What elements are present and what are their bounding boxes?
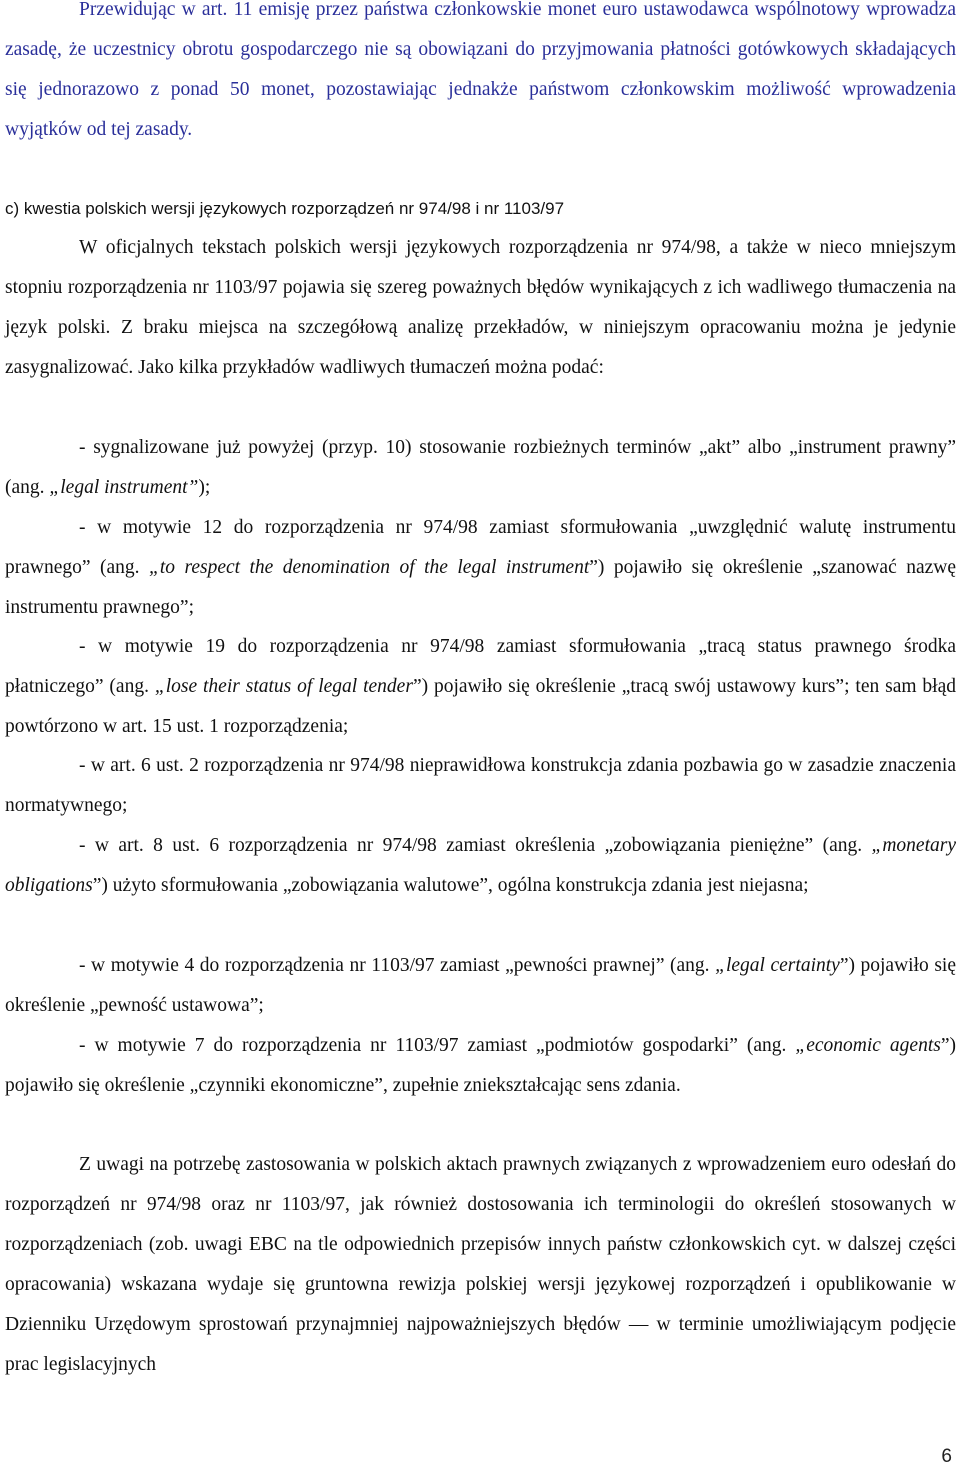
- section-heading: c) kwestia polskich wersji językowych rozporządzeń nr 974/98 i nr 1103/97: [5, 199, 565, 218]
- list-item-text: ”) pojawiło się określenie „czynniki ekonomiczne”, zupełnie zniekształcając sens zdania.: [5, 1035, 956, 1096]
- list-item-text: ”) pojawiło się określenie „tracą swój ustawowy kurs”; ten sam błąd powtórzono w art. 15 ust. 1 rozporządzenia;: [5, 676, 957, 737]
- english-term: „legal certainty: [715, 955, 840, 976]
- list-item-text: - w motywie 12 do rozporządzenia nr 974/98 zamiast sformułowania „uwzględnić walutę instrumentu prawnego” (ang.: [5, 517, 956, 578]
- page-number: 6: [941, 1446, 952, 1467]
- list-item-text: ”) pojawiło się określenie „szanować nazwę instrumentu prawnego”;: [5, 557, 956, 618]
- english-term: „economic agents: [795, 1035, 941, 1056]
- list-item-text: ”) pojawiło się określenie „pewność ustawowa”;: [5, 955, 956, 1016]
- list-item-4: [5, 746, 956, 826]
- english-term: „lose their status of legal tender: [154, 676, 413, 697]
- list-item-text: - w motywie 4 do rozporządzenia nr 1103/97 zamiast „pewności prawnej” (ang.: [79, 955, 716, 976]
- list-item-text: - sygnalizowane już powyżej (przyp. 10) stosowanie rozbieżnych terminów „akt” albo „instrument prawny” (ang.: [5, 437, 956, 498]
- list-item-6: [5, 946, 956, 1026]
- list-item-5: [5, 826, 956, 906]
- list-item-text: - w motywie 7 do rozporządzenia nr 1103/97 zamiast „podmiotów gospodarki” (ang.: [79, 1035, 796, 1056]
- list-item-text: - w art. 8 ust. 6 rozporządzenia nr 974/98 zamiast określenia „zobowiązania pieniężne” (ang.: [79, 835, 872, 856]
- list-item-2: [5, 508, 956, 628]
- list-item-3: [5, 627, 956, 747]
- intro-paragraph: Przewidując w art. 11 emisję przez państwa członkowskie monet euro ustawodawca wspólnotowy wprowadza zasadę, że uczestnicy obrotu gospodarczego nie są obowiązani do przyjmowania płatności gotówkowych składających się jednorazowo z ponad 50 monet, pozostawiając jednakże państwom członkowskim możliwość wprowadzenia wyjątków od tej zasady.: [5, 0, 956, 140]
- final-paragraph: Z uwagi na potrzebę zastosowania w polskich aktach prawnych związanych z wprowadzeniem euro odesłań do rozporządzeń nr 974/98 oraz nr 1103/97, jak również dostosowania ich terminologii do określeń stosowanych w rozporządzeniach (zob. uwagi EBC na tle odpowiednich przepisów innych państw członkowskich cyt. w dalszej części opracowania) wskazana wydaje się gruntowna rewizja polskiej wersji językowej rozporządzeń i opublikowanie w Dzienniku Urzędowym sprostowań przynajmniej najpoważniejszych błędów — w terminie umożliwiającym podjęcie prac legislacyjnych: [5, 1154, 956, 1375]
- english-term: „legal instrument”: [49, 477, 199, 498]
- list-item-1: [5, 428, 956, 508]
- list-item-text: - w art. 6 ust. 2 rozporządzenia nr 974/98 nieprawidłowa konstrukcja zdania pozbawia go w zasadzie znaczenia normatywnego;: [5, 755, 956, 816]
- list-item-text: ”) użyto sformułowania „zobowiązania walutowe”, ogólna konstrukcja zdania jest niejasna;: [92, 875, 809, 896]
- english-term: „to respect the denomination of the legal instrument: [148, 557, 590, 578]
- english-term: „monetary obligations: [5, 835, 956, 896]
- list-item-text: - w motywie 19 do rozporządzenia nr 974/98 zamiast sformułowania „tracą status prawnego środka płatniczego” (ang.: [5, 636, 956, 697]
- main-paragraph: W oficjalnych tekstach polskich wersji językowych rozporządzenia nr 974/98, a także w nieco mniejszym stopniu rozporządzenia nr 1103/97 pojawia się szereg poważnych błędów wynikających z ich wadliwego tłumaczenia na język polski. Z braku miejsca na szczegółową analizę przekładów, w niniejszym opracowaniu można je jedynie zasygnalizować. Jako kilka przykładów wadliwych tłumaczeń można podać:: [5, 237, 956, 378]
- list-item-7: [5, 1026, 956, 1106]
- list-item-text: );: [198, 477, 211, 498]
